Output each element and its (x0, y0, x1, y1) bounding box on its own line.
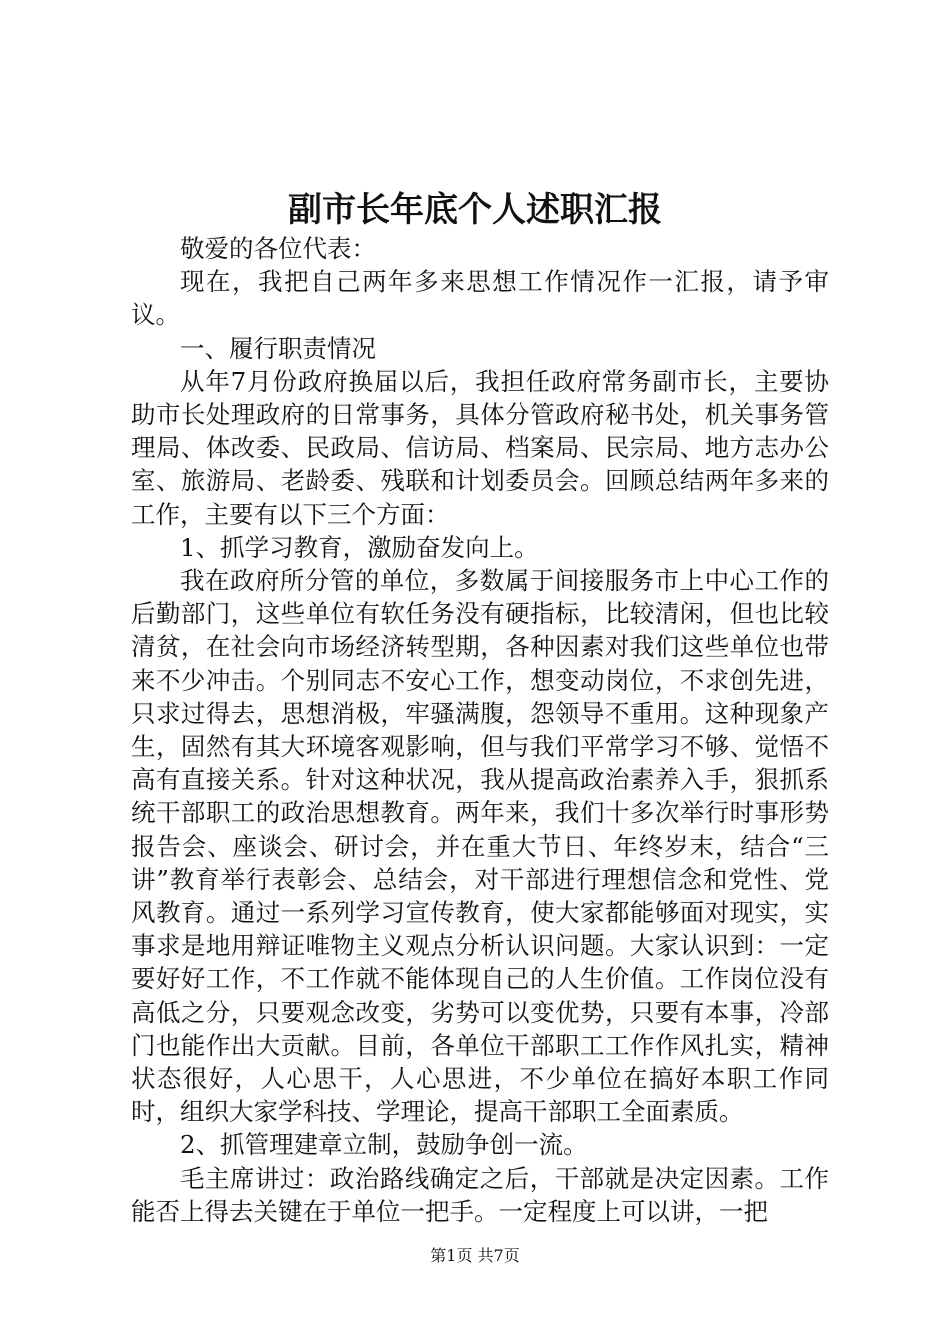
page-footer: 第1页 共7页 (430, 1246, 520, 1265)
section-heading: 一、履行职责情况 (180, 333, 376, 363)
paragraph: 从年7月份政府换届以后，我担任政府常务副市长，主要协助市长处理政府的日常事务，具体分管政府秘书处，机关事务管理局、体改委、民政局、信访局、档案局、民宗局、地方志办公室、旅游局、老龄委、残联和计划委员会。回顾总结两年多来的工作，主要有以下三个方面： (131, 366, 829, 529)
document-body (131, 232, 829, 1228)
paragraph-intro: 现在，我把自己两年多来思想工作情况作一汇报，请予审议。 (131, 267, 829, 330)
paragraph: 毛主席讲过：政治路线确定之后，干部就是决定因素。工作能否上得去关键在于单位一把手。一定程度上可以讲，一把 (131, 1163, 829, 1226)
subsection-heading: 1、抓学习教育，激励奋发向上。 (180, 532, 539, 562)
salutation: 敬爱的各位代表： (180, 234, 376, 263)
paragraph: 我在政府所分管的单位，多数属于间接服务市上中心工作的后勤部门，这些单位有软任务没有硬指标，比较清闲，但也比较清贫，在社会向市场经济转型期，各种因素对我们这些单位也带来不少冲击。个别同志不安心工作，想变动岗位，不求创先进，只求过得去，思想消极，牢骚满腹，怨领导不重用。这种现象产生，固然有其大环境客观影响，但与我们平常学习不够、觉悟不高有直接关系。针对这种状况，我从提高政治素养入手，狠抓系统干部职工的政治思想教育。两年来，我们十多次举行时事形势报告会、座谈会、研讨会，并在重大节日、年终岁末，结合“三讲”教育举行表彰会、总结会，对干部进行理想信念和党性、党风教育。通过一系列学习宣传教育，使大家都能够面对现实，实事求是地用辩证唯物主义观点分析认识问题。大家认识到：一定要好好工作，不工作就不能体现自己的人生价值。工作岗位没有高低之分，只要观念改变，劣势可以变优势，只要有本事，冷部门也能作出大贡献。目前，各单位干部职工工作作风扎实，精神状态很好，人心思干，人心思进，不少单位在搞好本职工作同时，组织大家学科技、学理论，提高干部职工全面素质。 (131, 566, 829, 1127)
subsection-heading: 2、抓管理建章立制，鼓励争创一流。 (180, 1130, 588, 1160)
document-title: 副市长年底个人述职汇报 (288, 190, 662, 230)
